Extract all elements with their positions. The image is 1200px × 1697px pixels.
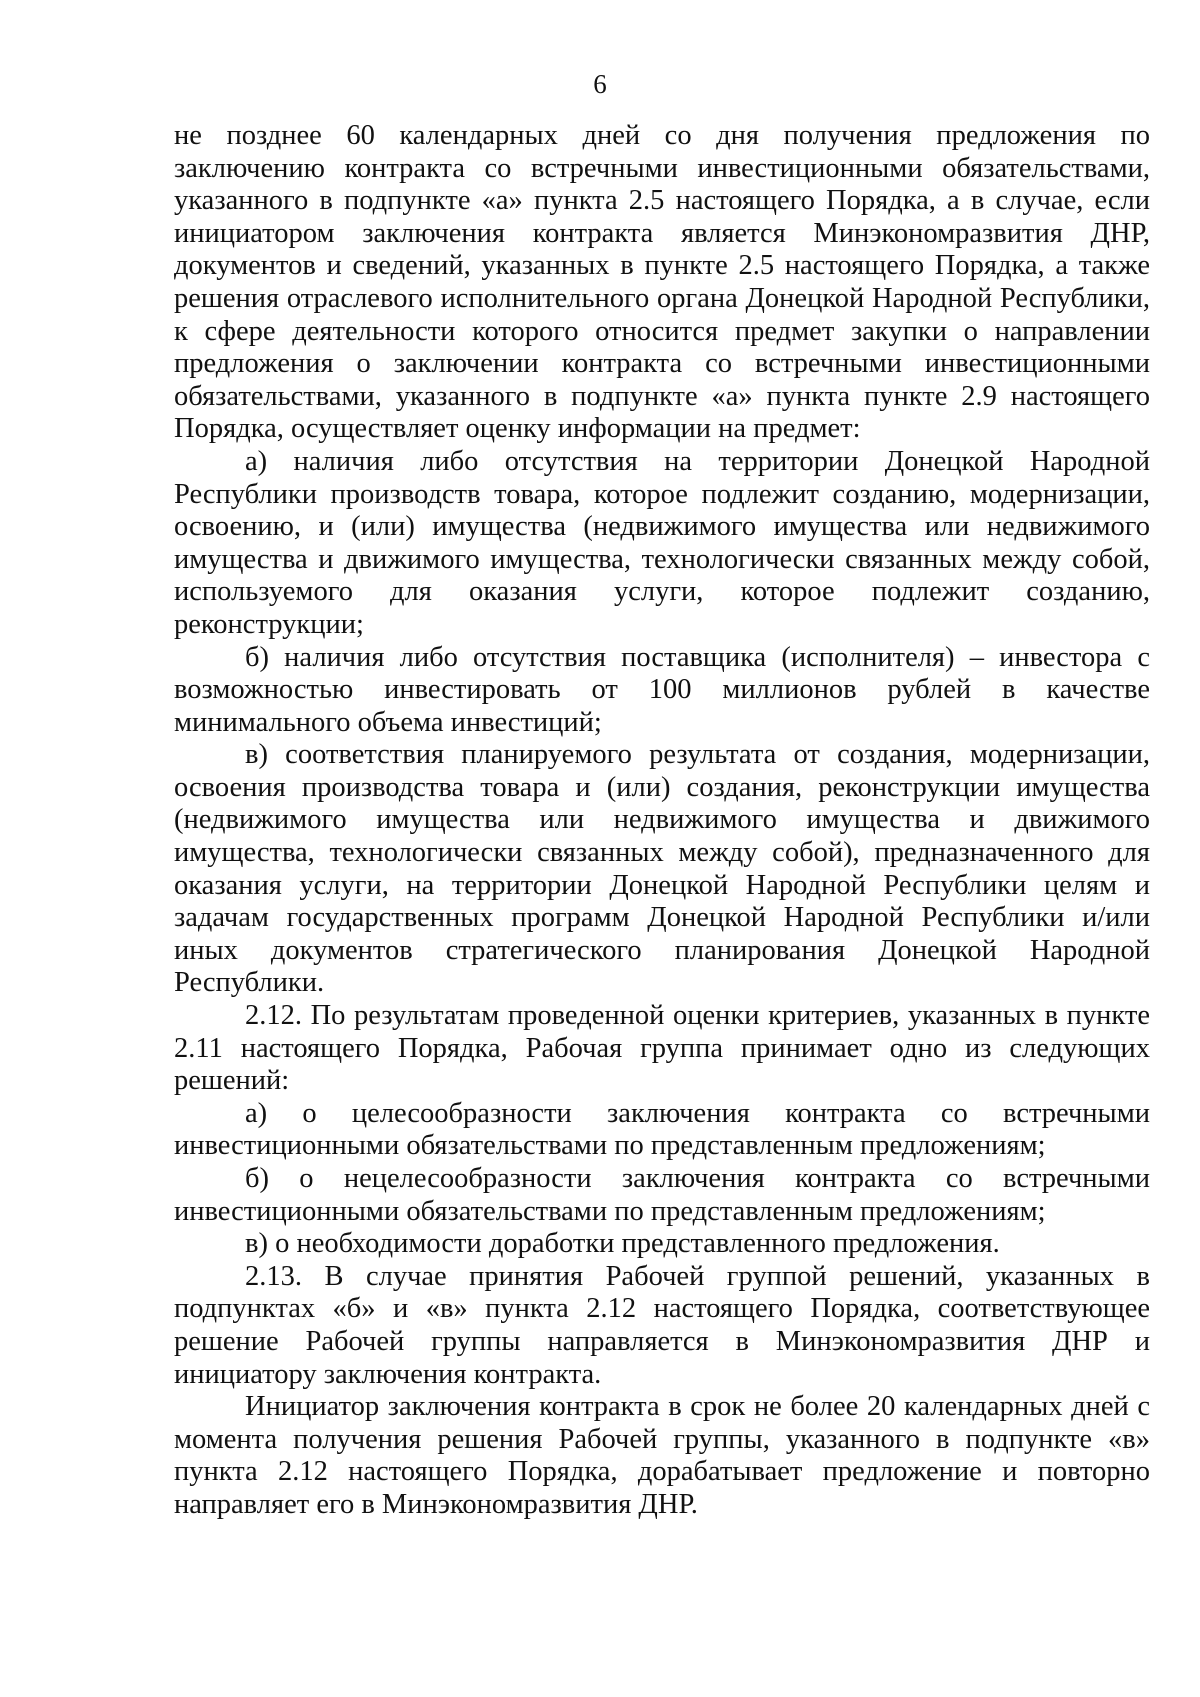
clause-2-13: 2.13. В случае принятия Рабочей группой решений, указанных в подпунктах «б» и «в» пункта 2.12 настоящего Порядка, соответствующее решение Рабочей группы направляется в Минэкономразвития ДНР и инициатору заключения контракта. — [174, 1260, 1150, 1390]
paragraph-initiator: Инициатор заключения контракта в срок не более 20 календарных дней с момента получения решения Рабочей группы, указанного в подпункте «в» пункта 2.12 настоящего Порядка, дорабатывает предложение и повторно направляет его в Минэкономразвития ДНР. — [174, 1391, 1150, 1520]
paragraph-continuation: не позднее 60 календарных дней со дня получения предложения по заключению контракта со встречными инвестиционными обязательствами, указанного в подпункте «а» пункта 2.5 настоящего Порядка, а в случае, если инициатором заключения контракта является Минэкономразвития ДНР, документов и сведений, указанных в пункте 2.5 настоящего Порядка, а также решения отраслевого исполнительного органа Донецкой Народной Республики, к сфере деятельности которого относится предмет закупки о направлении предложения о заключении контракта со встречными инвестиционными обязательствами, указанного в подпункте «а» пункта пункте 2.9 настоящего Порядка, осуществляет оценку информации на предмет: — [174, 120, 1150, 445]
page-number: 6 — [593, 69, 607, 99]
clause-2-12: 2.12. По результатам проведенной оценки критериев, указанных в пункте 2.11 настоящего Порядка, Рабочая группа принимает одно из следующих решений: — [174, 1000, 1150, 1097]
list-item-a: а) наличия либо отсутствия на территории Донецкой Народной Республики производств товара, которое подлежит созданию, модернизации, освоению, и (или) имущества (недвижимого имущества или недвижимого имущества и движимого имущества, технологически связанных между собой, используемого для оказания услуги, которое подлежит созданию, реконструкции; — [174, 445, 1150, 640]
decision-item-b: б) о нецелесообразности заключения контракта со встречными инвестиционными обязательствами по представленным предложениям; — [174, 1163, 1150, 1227]
decision-item-c: в) о необходимости доработки представленного предложения. — [245, 1228, 1000, 1260]
document-body — [174, 120, 1150, 1522]
list-item-c: в) соответствия планируемого результата от создания, модернизации, освоения производства товара и (или) создания, реконструкции имущества (недвижимого имущества или недвижимого имущества и движимого имущества, технологически связанных между собой), предназначенного для оказания услуги, на территории Донецкой Народной Республики целям и задачам государственных программ Донецкой Народной Республики и/или иных документов стратегического планирования Донецкой Народной Республики. — [174, 739, 1150, 999]
list-item-b: б) наличия либо отсутствия поставщика (исполнителя) – инвестора с возможностью инвестировать от 100 миллионов рублей в качестве минимального объема инвестиций; — [174, 641, 1150, 738]
decision-item-a: а) о целесообразности заключения контракта со встречными инвестиционными обязательствами по представленным предложениям; — [174, 1097, 1150, 1162]
